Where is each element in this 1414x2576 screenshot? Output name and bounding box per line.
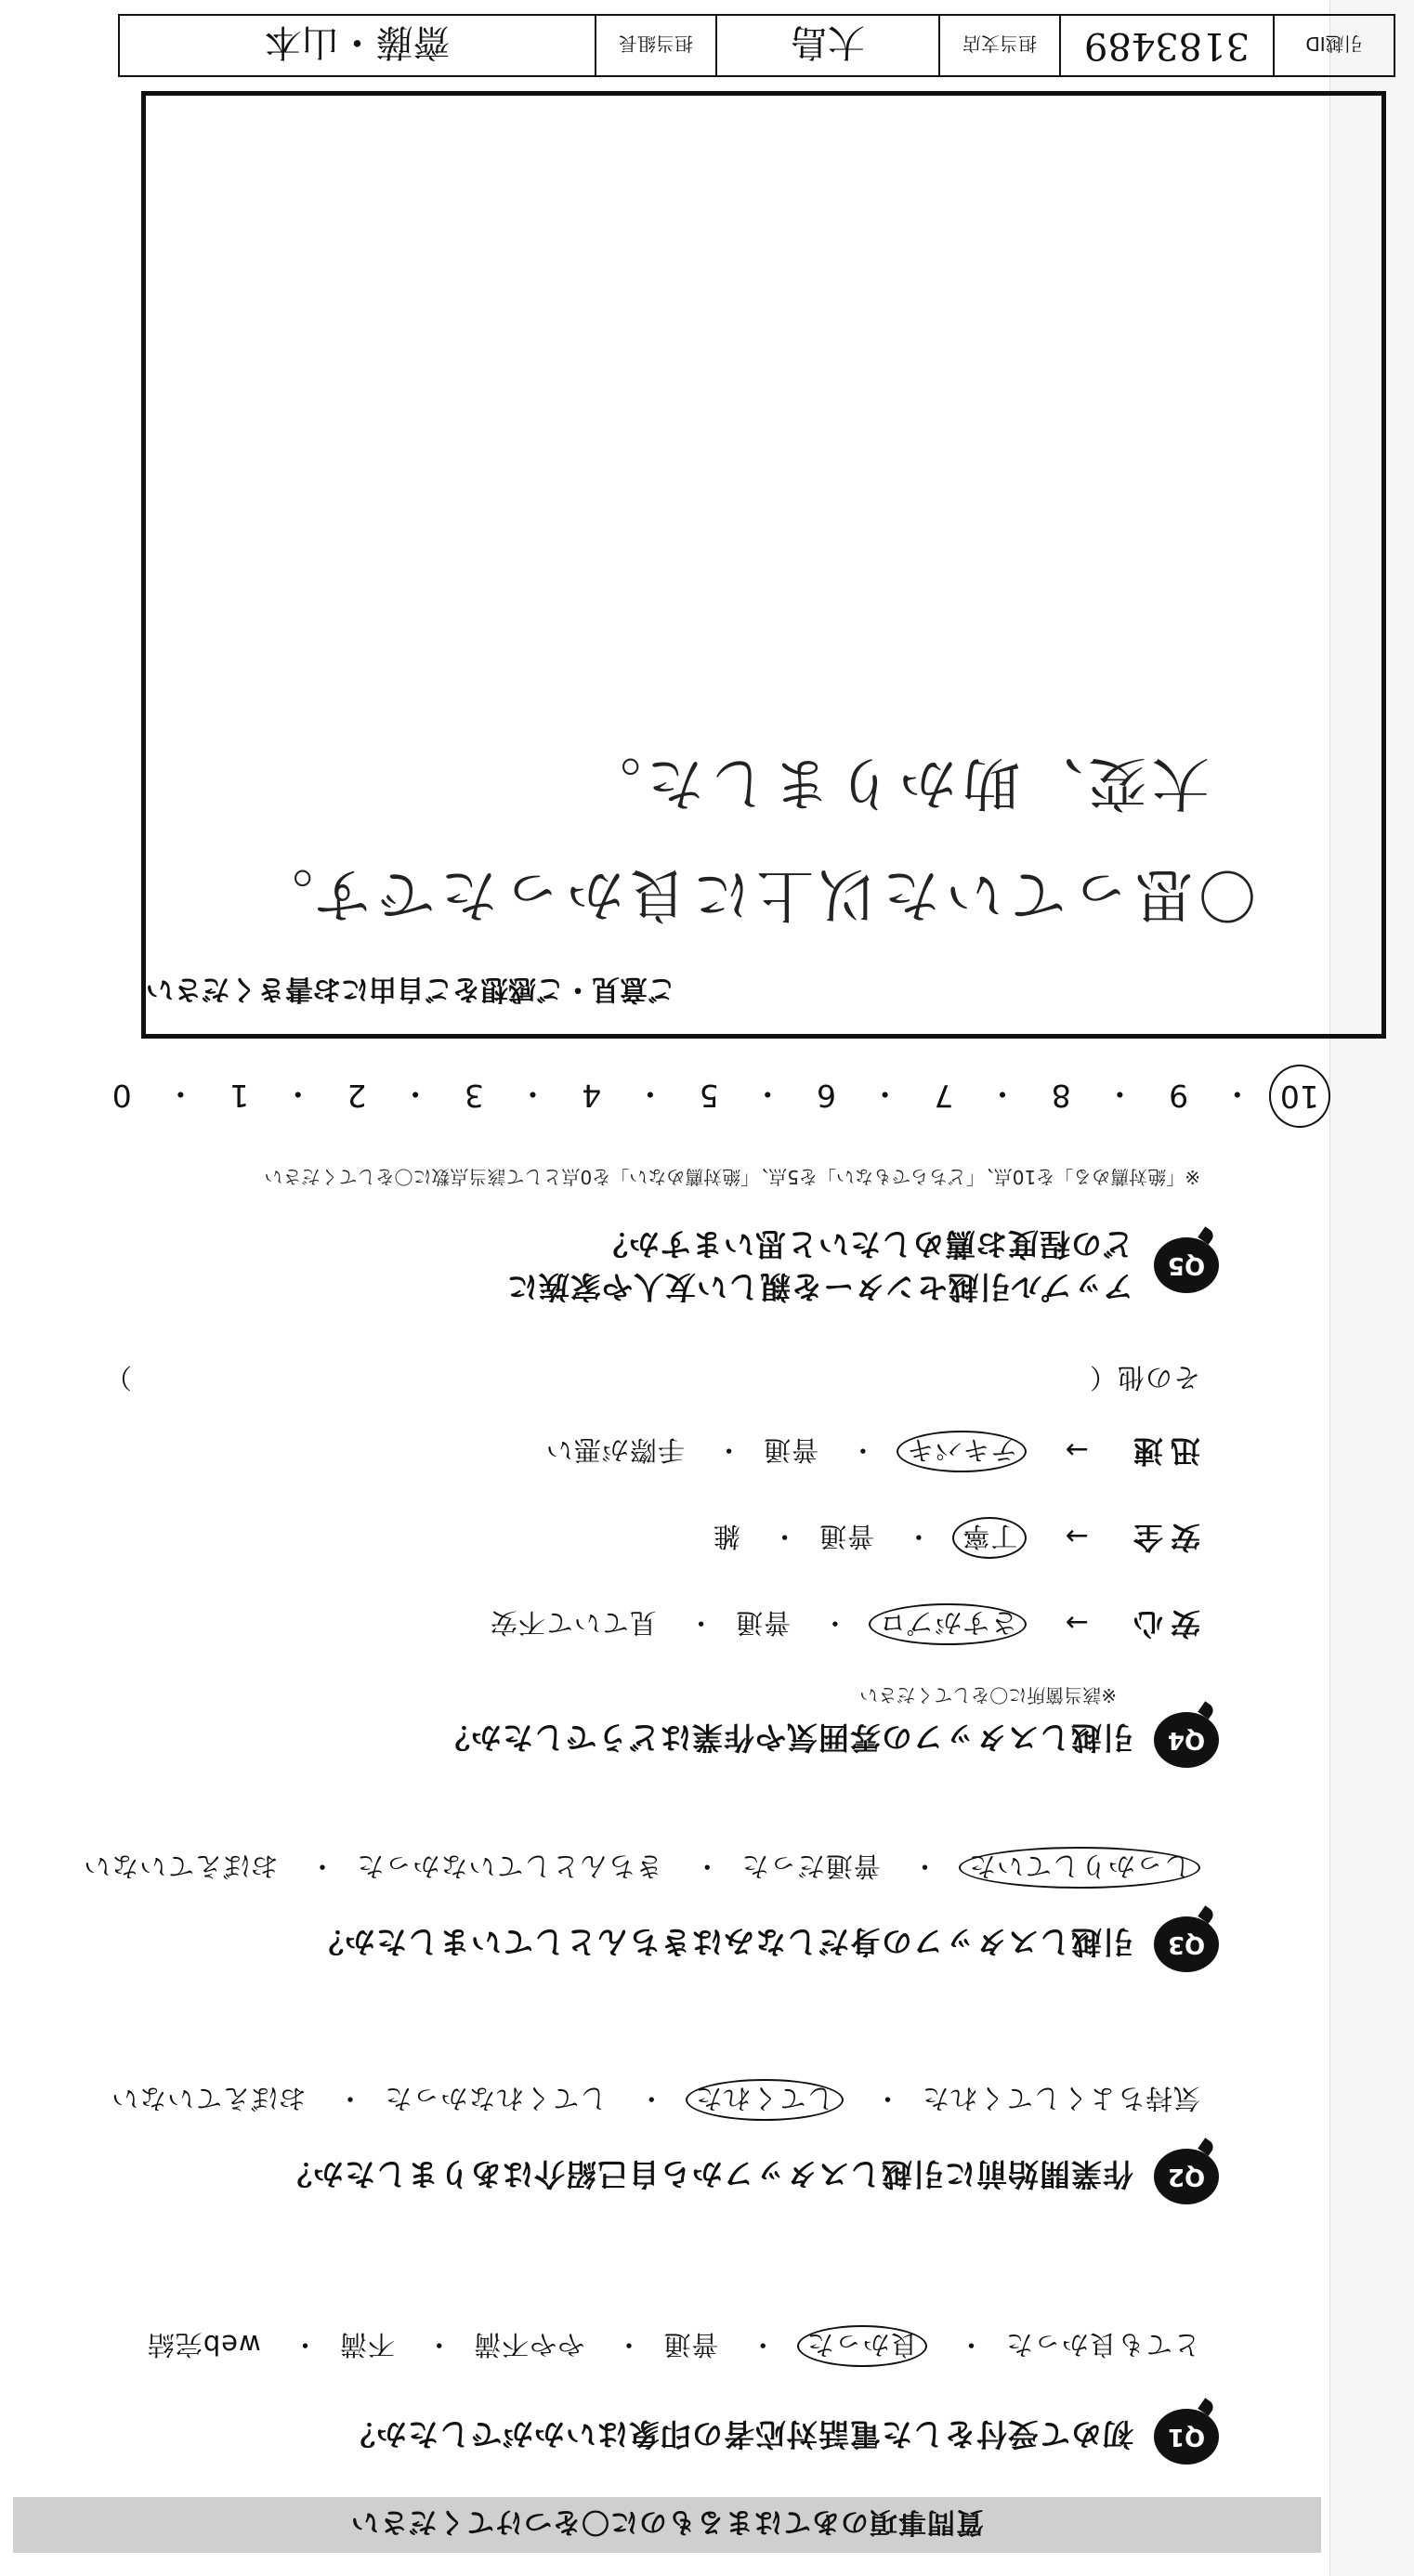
q1-text: 初めて受付をした電話対応者の印象はいかがでしたか？	[344, 2416, 1133, 2453]
q4-reassurance-normal[interactable]: 普通	[735, 1607, 792, 1639]
q1-badge: Q1	[1154, 2409, 1219, 2465]
q3-options: しっかりしていた・ 普通だった・ きちんとしていなかった・ おぼえていない	[83, 1847, 1200, 1889]
q4-speed-clumsy[interactable]: 手際が悪い	[544, 1434, 685, 1466]
q4-row-reassurance: 安心 → さすがプロ・ 普通・ 見ていて不安	[490, 1603, 1200, 1647]
comments-title: ご意見・ご感想をご自由にお書きください	[146, 973, 675, 1005]
branch-value: 大島	[715, 16, 938, 75]
q1-option-good[interactable]: 良かった	[797, 2325, 927, 2367]
instruction-header	[13, 2497, 1321, 2553]
q5-text-line2: どの程度お薦めしたいと思いますか？	[596, 1226, 1133, 1262]
branch-label: 担当支店	[938, 16, 1059, 75]
q4-badge: Q4	[1154, 1712, 1219, 1768]
q4-reassurance-pro[interactable]: さすがプロ	[869, 1603, 1027, 1645]
q3-text: 引越しスタッフの身だしなみはきちんとしていましたか？	[312, 1924, 1133, 1961]
q5-score-2[interactable]: 2	[347, 1078, 367, 1115]
q4-row-speed: 迅速 → テキパキ・ 普通・ 手際が悪い	[545, 1431, 1200, 1474]
arrow-right-icon: →	[1064, 1520, 1089, 1552]
question-1	[344, 2409, 1219, 2465]
q4-other-label[interactable]: その他（	[1088, 1362, 1200, 1393]
instruction-text: 質問事項のあてはまるものに〇をつけてください	[350, 2505, 984, 2538]
question-3	[312, 1916, 1219, 1972]
q5-score-5[interactable]: 5	[699, 1078, 719, 1115]
q5-text	[506, 1223, 1133, 1308]
comment-line-1: 〇思っていた以上に良かったです。	[249, 861, 1256, 929]
q5-score-4[interactable]: 4	[582, 1078, 602, 1115]
q3-option-normal[interactable]: 普通だった	[740, 1850, 881, 1882]
staff-label: 担当組長	[595, 16, 715, 75]
q5-score-0[interactable]: 0	[111, 1078, 132, 1115]
q5-score-6[interactable]: 6	[816, 1078, 836, 1115]
arrow-right-icon: →	[1064, 1433, 1089, 1466]
question-2	[281, 2149, 1219, 2204]
q3-option-neat[interactable]: しっかりしていた	[959, 1847, 1200, 1889]
q4-other	[85, 1360, 1200, 1398]
q2-option-dont-remember[interactable]: おぼえていない	[111, 2083, 307, 2114]
q5-rating-scale: 10 ・ 9 ・ 8 ・ 7 ・ 6 ・ 5 ・ 4 ・ 3 ・ 2 ・ 1 ・ 0	[95, 1059, 1330, 1133]
q5-score-7[interactable]: 7	[934, 1078, 954, 1115]
q4-safety-careful[interactable]: 丁寧	[952, 1517, 1027, 1559]
q4-speed-quick[interactable]: テキパキ	[897, 1431, 1027, 1472]
q4-label-safety: 安全	[1125, 1520, 1200, 1555]
q2-text: 作業開始前に引越しスタッフから自己紹介はありましたか？	[281, 2156, 1133, 2193]
q5-score-9[interactable]: 9	[1169, 1078, 1189, 1115]
q1-option-normal[interactable]: 普通	[662, 2329, 719, 2360]
q3-badge: Q3	[1154, 1916, 1219, 1972]
q5-score-10[interactable]: 10	[1269, 1065, 1330, 1128]
office-use-table	[118, 14, 1395, 77]
q1-option-web[interactable]: web完結	[146, 2329, 261, 2360]
q5-score-1[interactable]: 1	[229, 1078, 250, 1115]
move-id-label: 引越ID	[1273, 16, 1394, 75]
q1-option-dissatisfied[interactable]: 不満	[338, 2329, 395, 2360]
q3-option-dont-remember[interactable]: おぼえていない	[83, 1850, 279, 1882]
q1-option-slightly-dissatisfied[interactable]: やや不満	[473, 2329, 585, 2360]
q4-label-speed: 迅速	[1125, 1433, 1200, 1469]
q5-note: ※「絶対薦める」を10点、「どちらでもない」を5点、「絶対薦めない」を0点として該当点数に〇をしてください	[264, 1166, 1200, 1188]
move-id-value: 3183489	[1059, 16, 1273, 75]
q4-safety-normal[interactable]: 普通	[818, 1521, 875, 1552]
q3-option-not-neat[interactable]: きちんとしていなかった	[356, 1850, 663, 1882]
q4-label-reassurance: 安心	[1125, 1606, 1200, 1641]
arrow-right-icon: →	[1064, 1606, 1089, 1639]
q5-score-3[interactable]: 3	[464, 1078, 484, 1115]
question-4	[439, 1712, 1219, 1768]
q5-text-line1: アップル引越センターを親しい友人や家族に	[505, 1269, 1133, 1305]
q4-safety-rough[interactable]: 雑	[712, 1521, 740, 1552]
q1-options: とても良かった・ 良かった・ 普通・ やや不満・ 不満・ web完結	[147, 2325, 1200, 2367]
q2-option-pleasant[interactable]: 気持ちよくしてくれた	[921, 2083, 1200, 2114]
q2-badge: Q2	[1154, 2149, 1219, 2204]
q5-badge: Q5	[1154, 1237, 1219, 1293]
q2-options: 気持ちよくしてくれた・ してくれた・ してくれなかった・ おぼえていない	[111, 2079, 1200, 2121]
comment-line-2: 大変、助かりました。	[577, 750, 1210, 817]
question-5	[506, 1223, 1219, 1308]
q4-row-safety: 安全 → 丁寧・ 普通・ 雑	[713, 1517, 1200, 1561]
q2-option-yes[interactable]: してくれた	[686, 2079, 844, 2121]
q4-reassurance-uneasy[interactable]: 見ていて不安	[489, 1607, 657, 1639]
q4-note: ※該当箇所に〇をしてください	[859, 1684, 1117, 1706]
staff-value: 齋藤・山本	[264, 20, 451, 64]
q5-score-8[interactable]: 8	[1051, 1078, 1071, 1115]
q4-speed-normal[interactable]: 普通	[763, 1434, 819, 1466]
q1-option-very-good[interactable]: とても良かった	[1004, 2329, 1200, 2360]
q2-option-no[interactable]: してくれなかった	[384, 2083, 608, 2114]
q4-text: 引越しスタッフの雰囲気や作業はどうでしたか？	[439, 1720, 1133, 1757]
q4-other-close: ）	[103, 1362, 132, 1393]
